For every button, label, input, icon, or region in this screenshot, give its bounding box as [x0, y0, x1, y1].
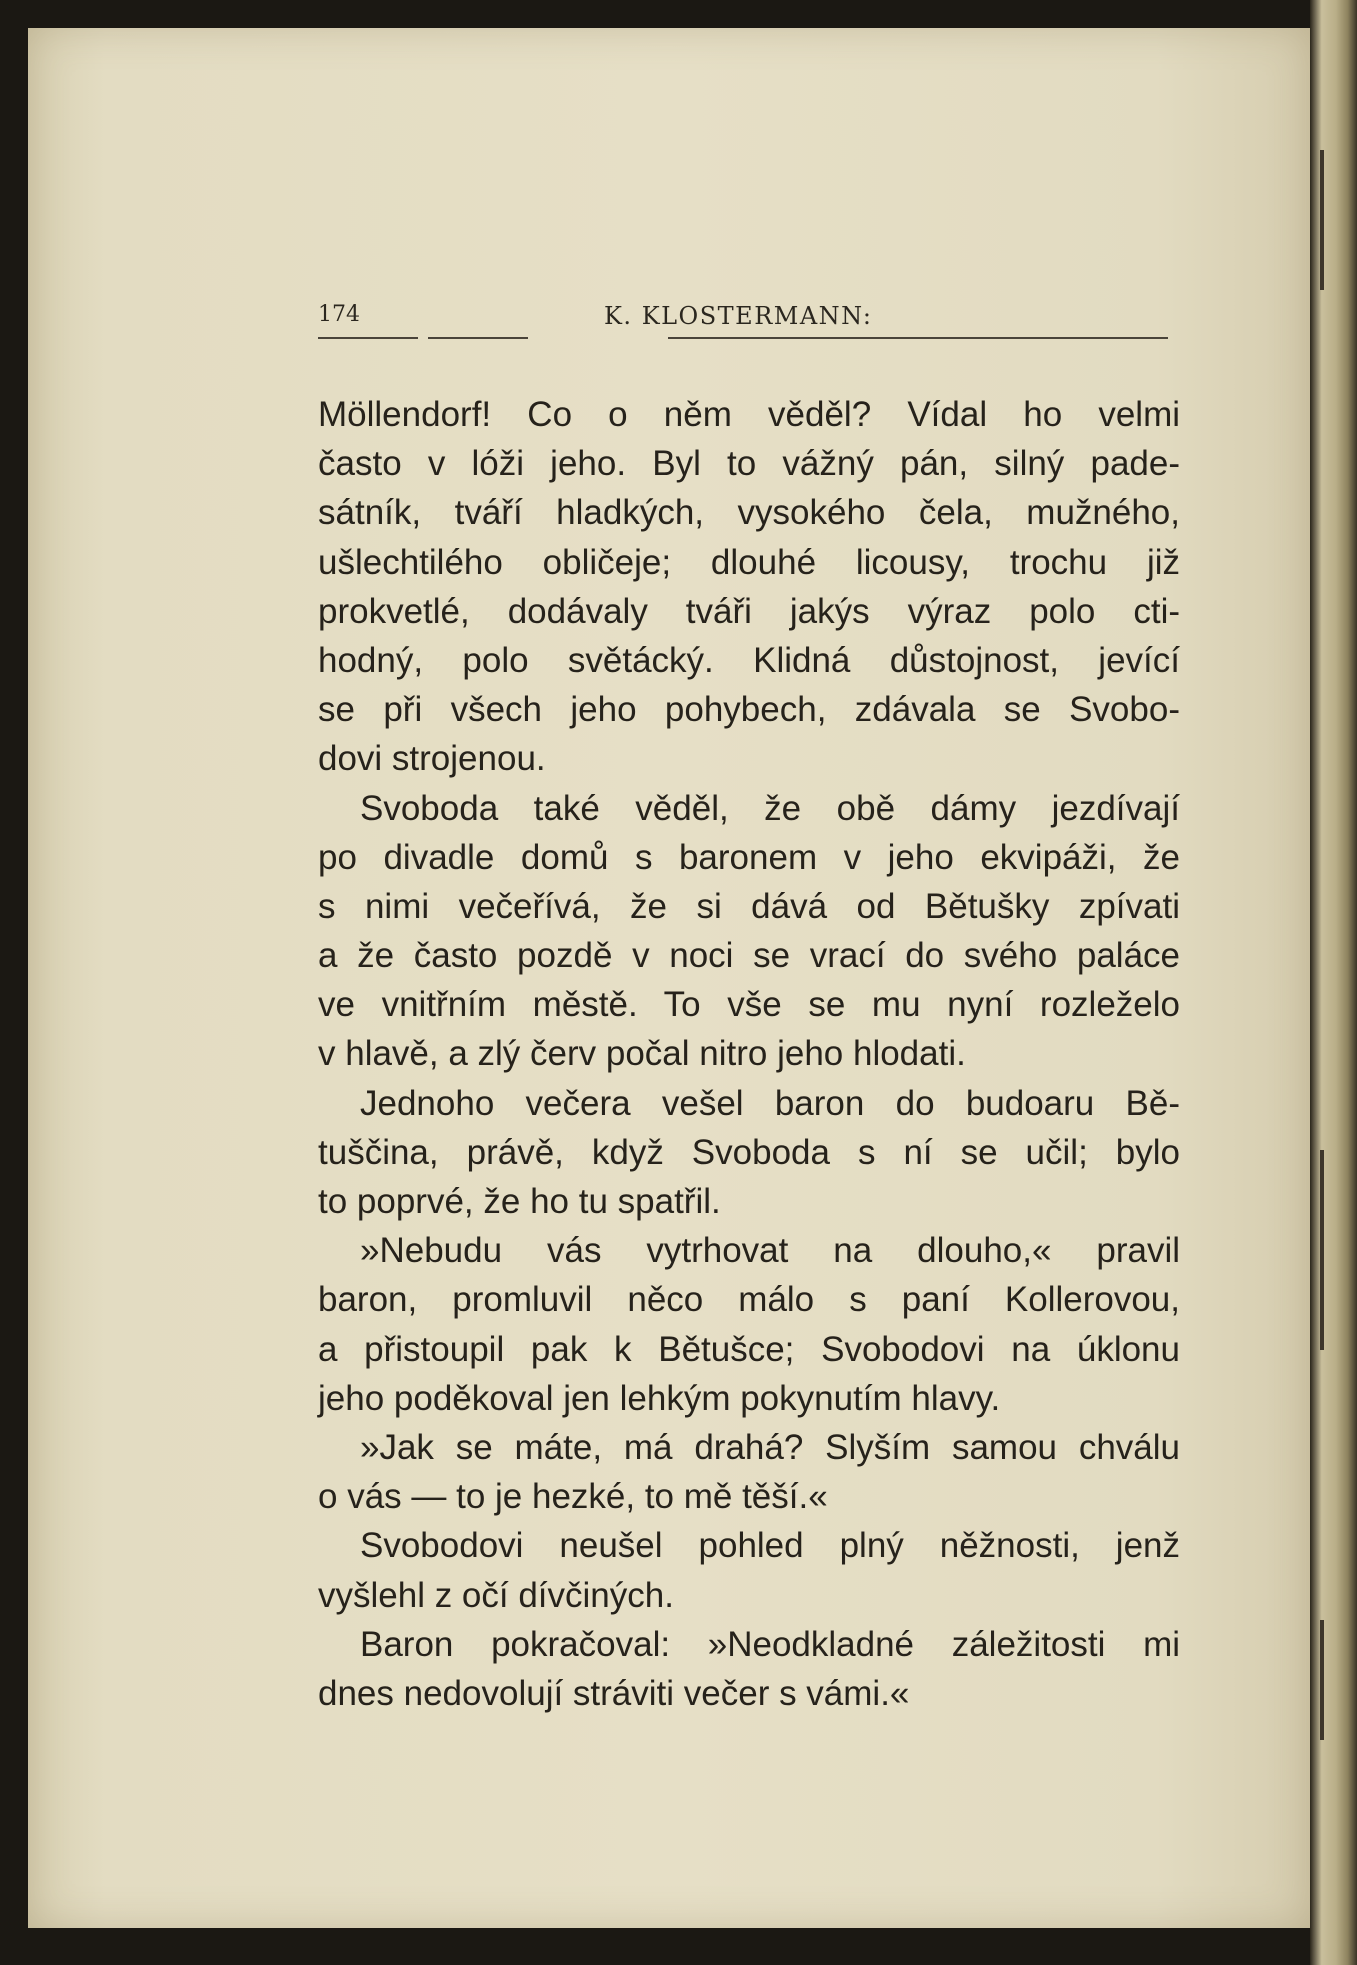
text-line: dovi strojenou.	[318, 739, 546, 779]
text-line: s nimi večeřívá, že si dává od Bětušky zpívati	[318, 886, 1180, 926]
binding-mark	[1320, 1150, 1324, 1350]
text-line: dnes nedovolují stráviti večer s vámi.«	[318, 1673, 910, 1713]
text-line: ve vnitřním městě. To vše se mu nyní rozleželo	[318, 985, 1180, 1025]
text-line: Möllendorf! Co o něm věděl? Vídal ho velmi	[318, 395, 1180, 434]
text-line: po divadle domů s baronem v jeho ekvipáži, že	[318, 837, 1180, 877]
text-line: vyšlehl z očí dívčiných.	[318, 1575, 674, 1615]
text-line: Svobodovi neušel pohled plný něžnosti, jenž	[360, 1526, 1180, 1566]
text-line: často v lóži jeho. Byl to vážný pán, silný pade-	[318, 444, 1180, 484]
text-line: ušlechtilého obličeje; dlouhé licousy, trochu již	[318, 542, 1180, 582]
text-line: »Jak se máte, má drahá? Slyším samou chválu	[360, 1427, 1180, 1467]
text-line: Baron pokračoval: »Neodkladné záležitosti mi	[360, 1624, 1180, 1664]
text-line: se při všech jeho pohybech, zdávala se Svobo-	[318, 690, 1180, 730]
running-title: K. KLOSTERMANN:	[604, 302, 873, 330]
page-number: 174	[318, 302, 360, 327]
text-line: o vás — to je hezké, to mě těší.«	[318, 1477, 828, 1517]
binding-mark	[1320, 1620, 1324, 1740]
text-line: prokvetlé, dodávaly tváři jakýs výraz polo cti-	[318, 591, 1180, 631]
text-line: Svoboda také věděl, že obě dámy jezdívají	[360, 788, 1180, 828]
text-line: hodný, polo světácký. Klidná důstojnost, jevící	[318, 640, 1180, 680]
text-line: »Nebudu vás vytrhovat na dlouho,« pravil	[360, 1231, 1180, 1271]
header-rule	[668, 337, 1168, 339]
text-line: v hlavě, a zlý červ počal nitro jeho hlodati.	[318, 1034, 966, 1074]
page-edge	[1310, 0, 1357, 1965]
text-line: tuščina, právě, když Svoboda s ní se učil; bylo	[318, 1132, 1180, 1172]
binding-mark	[1320, 150, 1324, 290]
text-line: a že často pozdě v noci se vrací do svého paláce	[318, 936, 1180, 976]
text-line: a přistoupil pak k Bětušce; Svobodovi na úklonu	[318, 1329, 1180, 1369]
text-line: jeho poděkoval jen lehkým pokynutím hlavy.	[318, 1378, 1001, 1418]
text-line: to poprvé, že ho tu spatřil.	[318, 1182, 721, 1221]
header-rule	[318, 337, 418, 339]
running-head	[318, 302, 1168, 332]
text-body	[318, 390, 1180, 1718]
text-line: baron, promluvil něco málo s paní Kollerovou,	[318, 1280, 1180, 1320]
header-rule	[428, 337, 528, 339]
text-line: Jednoho večera vešel baron do budoaru Bě-	[360, 1083, 1180, 1123]
text-line: sátník, tváří hladkých, vysokého čela, mužného,	[318, 493, 1180, 533]
